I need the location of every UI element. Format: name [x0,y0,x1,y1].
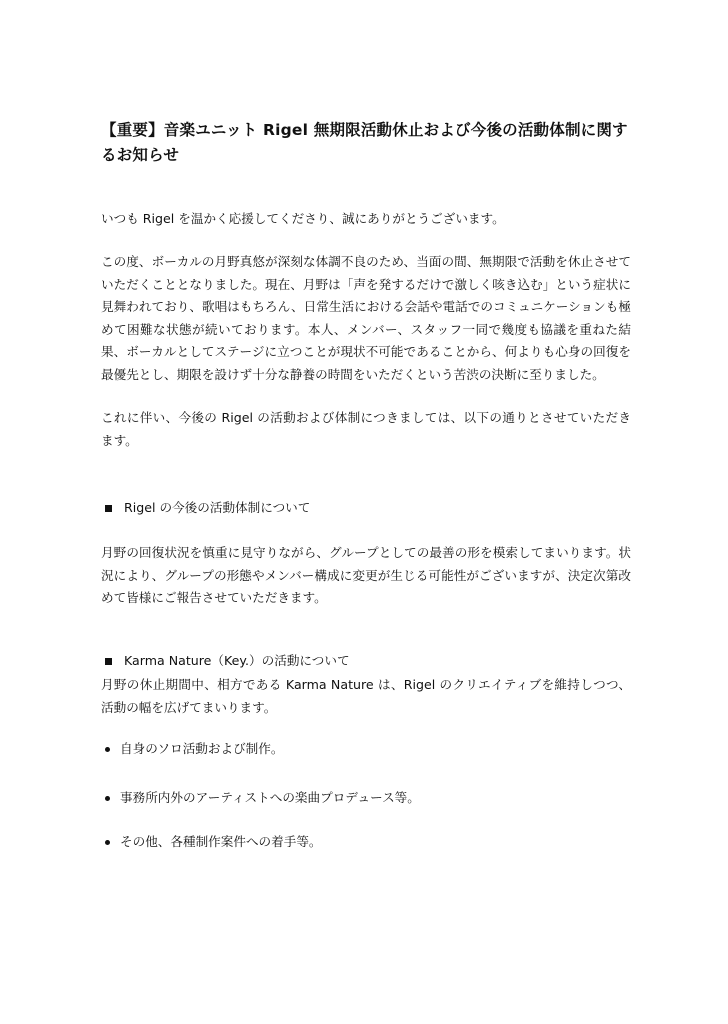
section-rigel-body: 月野の回復状況を慎重に見守りながら、グループとしての最善の形を模索してまいります。状況により、グループの形態やメンバー構成に変更が生じる可能性がございますが、決定次第改めて皆様にご報告させていただきます。 [101,545,631,605]
transition-paragraph: これに伴い、今後の Rigel の活動および体制につきましては、以下の通りとさせていただきます。 [101,410,631,448]
section-heading-karma-nature [101,650,631,672]
square-bullet-icon [105,658,112,665]
section-heading-rigel-text: Rigel の今後の活動体制について [124,500,311,515]
list-item-text: 自身のソロ活動および制作。 [120,741,284,756]
square-bullet-icon [105,505,112,512]
section-karma-nature-body: 月野の休止期間中、相方である Karma Nature は、Rigel のクリエイティブを維持しつつ、活動の幅を広げてまいります。 [101,677,631,715]
bullet-dot-icon [105,796,110,801]
bullet-dot-icon [105,840,110,845]
greeting-paragraph: いつも Rigel を温かく応援してくださり、誠にありがとうございます。 [101,211,505,226]
document-title: 【重要】音楽ユニット Rigel 無期限活動休止および今後の活動体制に関するお知らせ [101,121,628,164]
bullet-dot-icon [105,747,110,752]
announcement-paragraph: この度、ボーカルの月野真悠が深刻な体調不良のため、当面の間、無期限で活動を休止させていただくこととなりました。現在、月野は「声を発するだけで激しく咳き込む」という症状に見舞われており、歌唱はもちろん、日常生活における会話や電話でのコミュニケーションも極めて困難な状態が続いております。本人、メンバー、スタッフ一同で幾度も協議を重ねた結果、ボーカルとしてステージに立つことが現状不可能であることから、何よりも心身の回復を最優先とし、期限を設けず十分な静養の時間をいただくという苦渋の決断に至りました。 [101,254,631,382]
list-item [101,738,631,760]
section-heading-rigel [101,497,631,519]
list-item-text: 事務所内外のアーティストへの楽曲プロデュース等。 [120,790,420,805]
section-heading-karma-nature-text: Karma Nature（Key.）の活動について [124,653,350,668]
list-item-text: その他、各種制作案件への着手等。 [120,834,322,849]
list-item [101,787,631,809]
list-item [101,831,631,853]
